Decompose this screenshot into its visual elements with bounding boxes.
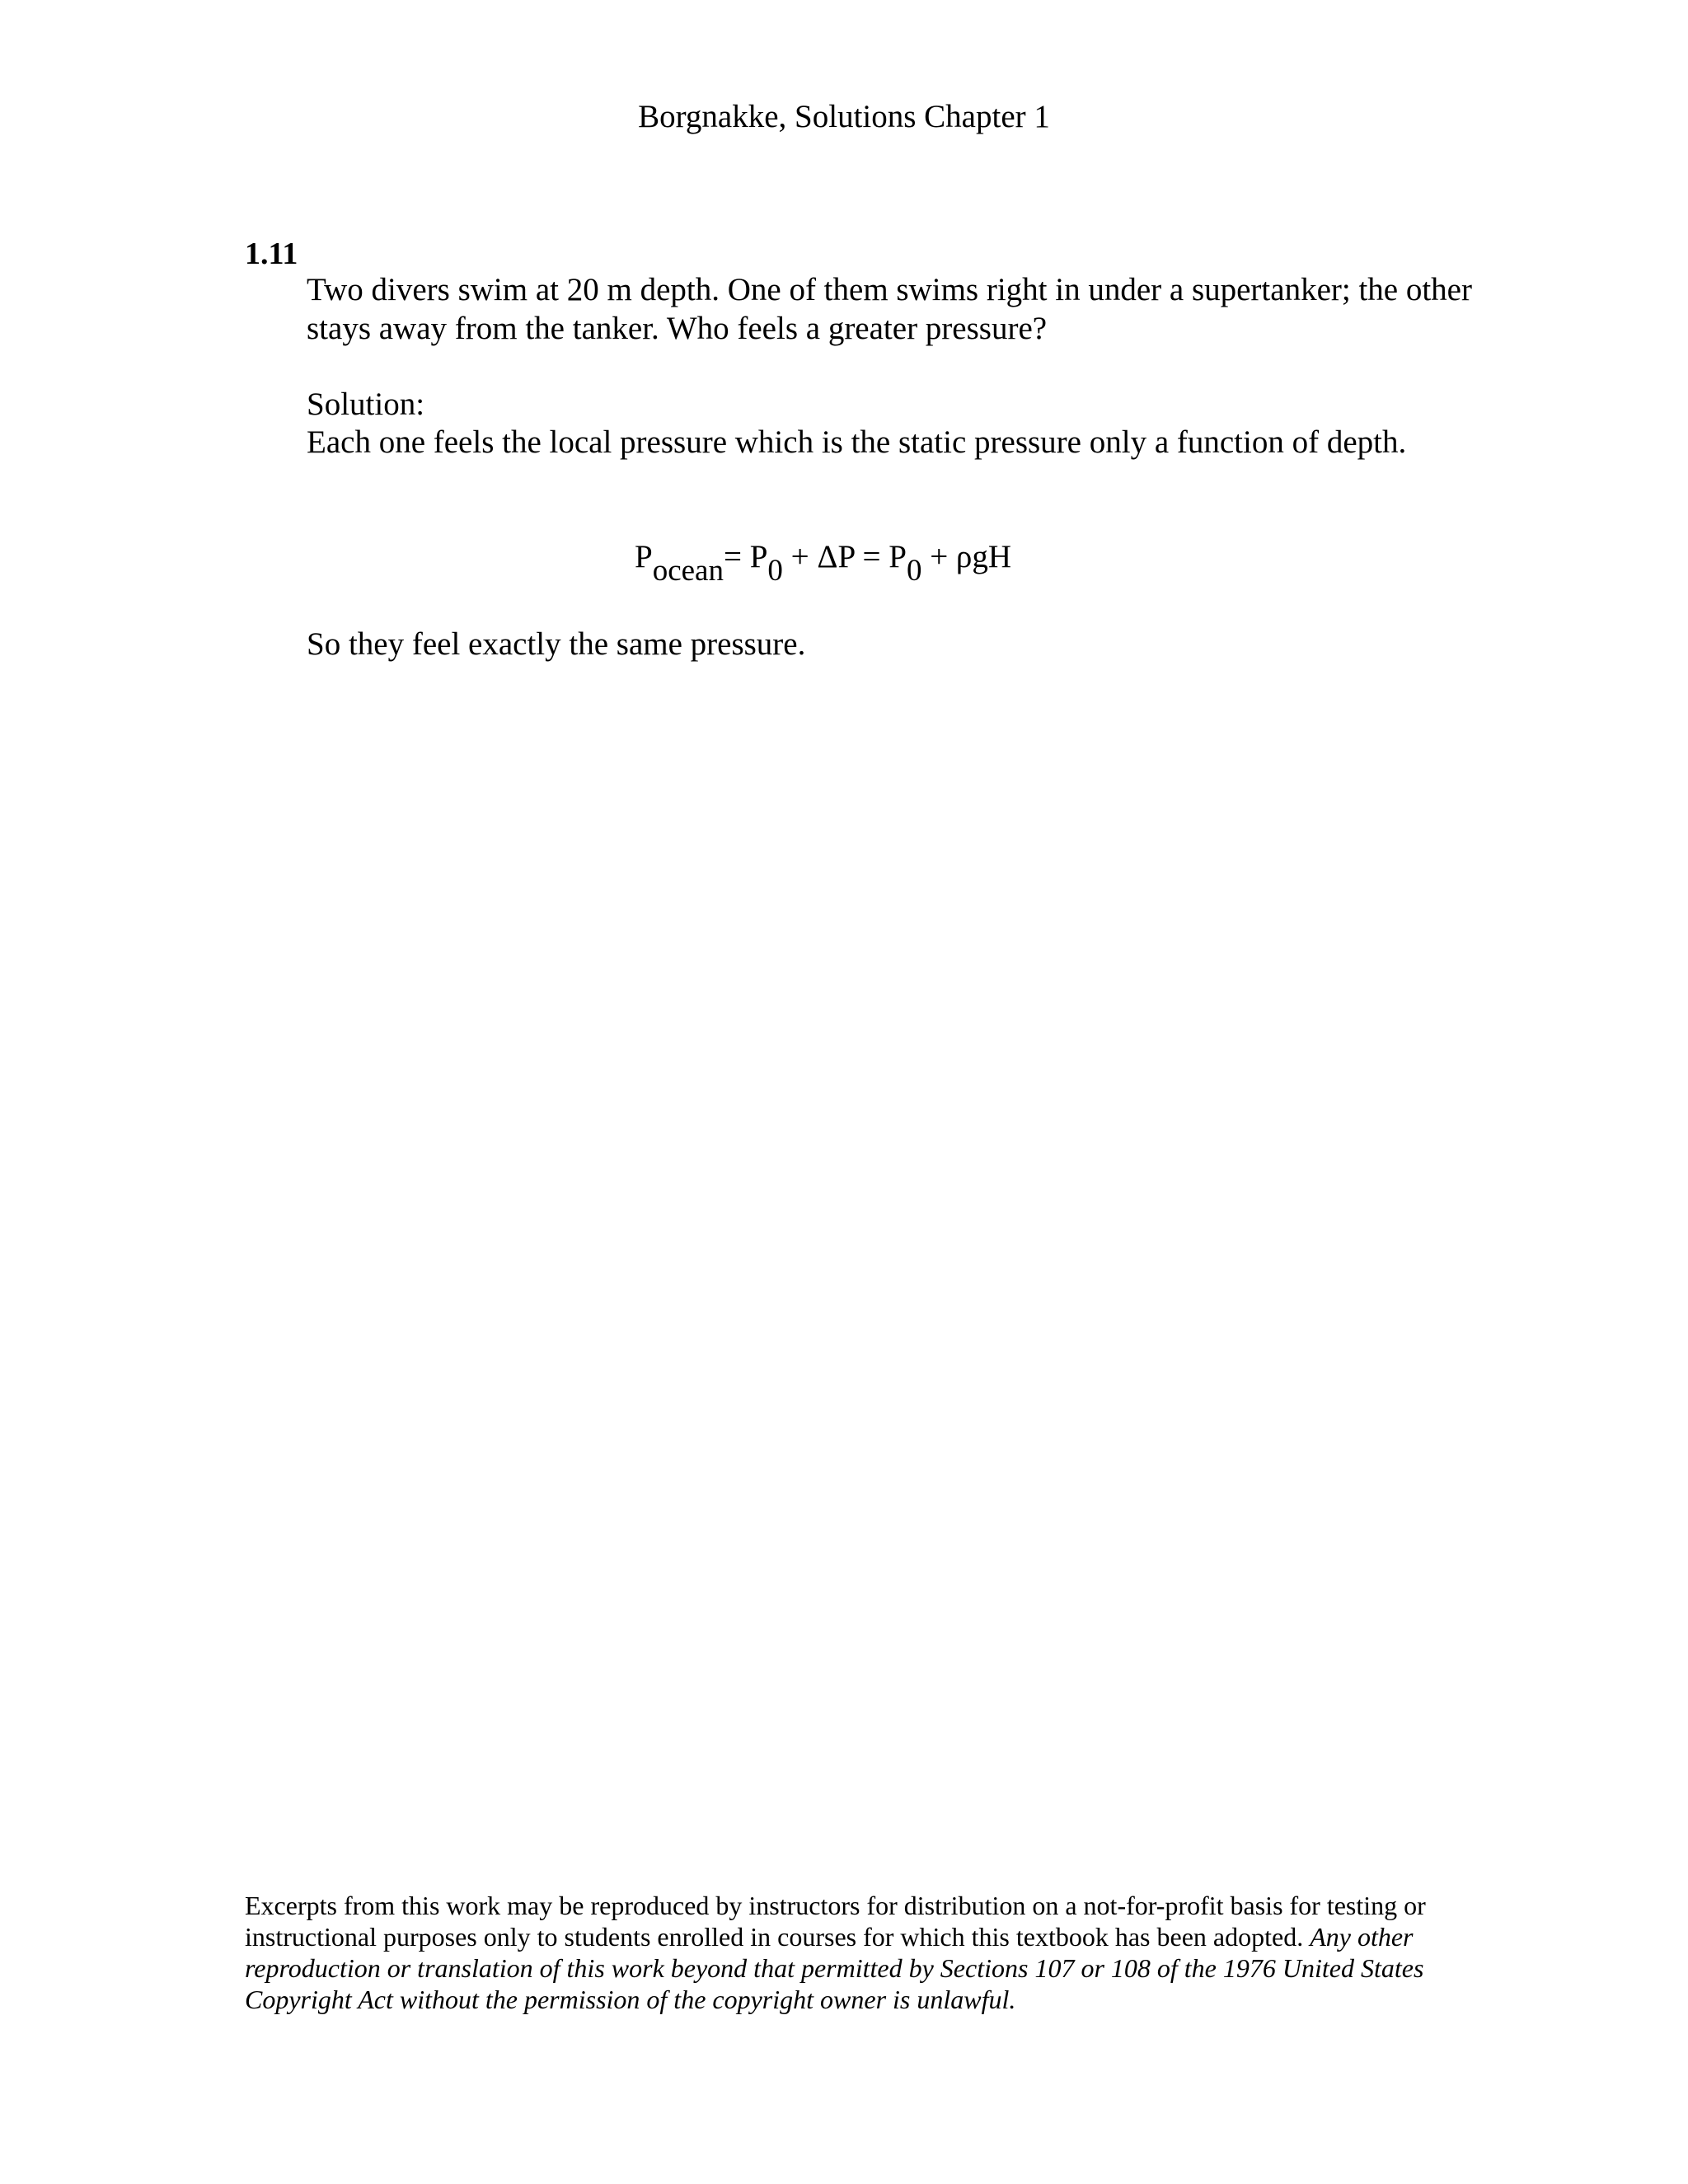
solution-text: Each one feels the local pressure which is the static pressure only a function of depth. <box>307 424 1407 460</box>
equation-delta-p: + ΔP = P <box>782 539 907 574</box>
pressure-equation <box>635 537 1012 588</box>
solution-label: Solution: <box>307 387 425 422</box>
problem-question: Two divers swim at 20 m depth. One of them swims right in under a supertanker; the other stays away from the tanker. Who feels a greater pressure? <box>307 272 1472 346</box>
equation-subscript-0b: 0 <box>906 554 922 588</box>
page-header: Borgnakke, Solutions Chapter 1 <box>638 99 1050 134</box>
footer-normal-text: Excerpts from this work may be reproduced by instructors for distribution on a not-for-profit basis for testing or instructional purposes only to students enrolled in courses for which this textbook has been adopted. <box>245 1891 1426 1952</box>
equation-lhs-symbol: P <box>635 539 653 574</box>
equation-equals-p0: = P <box>723 539 768 574</box>
problem-number: 1.11 <box>245 237 298 271</box>
equation-lhs-subscript: ocean <box>652 554 724 588</box>
equation-subscript-0a: 0 <box>767 554 783 588</box>
footer-italic-text: Any other reproduction or translation of this work beyond that permitted by Sections 107 or 108 of the 1976 United States Copyright Act without the permission of the copyright owner is unlawful. <box>245 1922 1424 2014</box>
equation-rho-g-h: + ρgH <box>921 539 1012 574</box>
conclusion-text: So they feel exactly the same pressure. <box>307 626 806 662</box>
copyright-footer <box>245 1890 1448 2015</box>
